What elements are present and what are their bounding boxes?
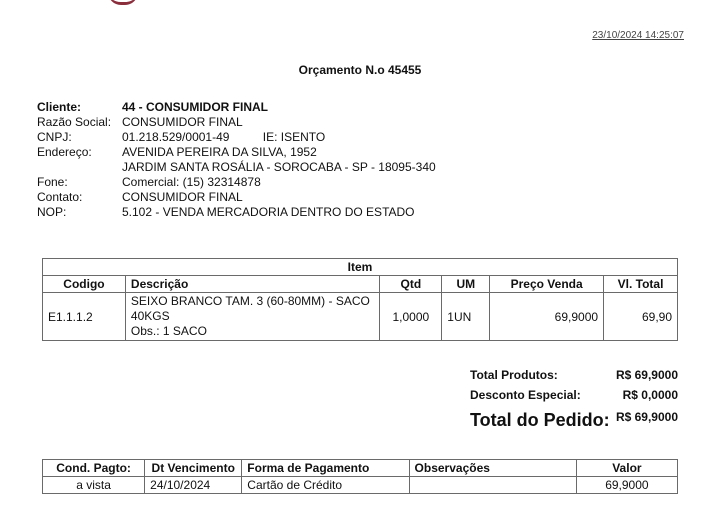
logo-fragment xyxy=(108,0,138,5)
contato-label: Contato: xyxy=(37,190,83,204)
cnpj-row xyxy=(37,130,436,145)
col-header-observacoes: Observações xyxy=(409,460,576,477)
table-row xyxy=(43,477,678,494)
print-timestamp: 23/10/2024 14:25:07 xyxy=(592,30,684,41)
client-row xyxy=(37,100,436,115)
col-header-preco-venda: Preço Venda xyxy=(490,276,604,293)
col-header-cond-pagto: Cond. Pagto: xyxy=(43,460,145,477)
ie-label: IE: xyxy=(262,130,278,144)
cnpj-cell xyxy=(122,130,436,145)
table-row xyxy=(43,293,678,341)
col-header-dt-vencimento: Dt Vencimento xyxy=(145,460,242,477)
page-title: Orçamento N.o 45455 xyxy=(298,63,422,77)
item-descricao xyxy=(125,293,379,341)
item-qtd: 1,0000 xyxy=(380,293,442,341)
total-produtos-value: R$ 69,9000 xyxy=(615,368,678,382)
nop-row xyxy=(37,205,436,220)
cliente-label: Cliente: xyxy=(37,100,82,114)
payment-cond: a vista xyxy=(43,477,145,494)
endereco-row-2 xyxy=(37,160,436,175)
contato-row xyxy=(37,190,436,205)
fone-value: Comercial: (15) 32314878 xyxy=(122,175,261,189)
cnpj-label: CNPJ: xyxy=(37,130,72,144)
item-vl-total: 69,90 xyxy=(604,293,678,341)
endereco-row xyxy=(37,145,436,160)
payment-vencimento: 24/10/2024 xyxy=(145,477,242,494)
cnpj-value: 01.218.529/0001-49 xyxy=(122,130,230,144)
items-caption-row xyxy=(43,259,678,276)
item-preco-venda: 69,9000 xyxy=(490,293,604,341)
payment-forma: Cartão de Crédito xyxy=(242,477,409,494)
endereco-label: Endereço: xyxy=(37,145,92,159)
razao-value: CONSUMIDOR FINAL xyxy=(122,115,243,129)
col-header-descricao: Descrição xyxy=(125,276,379,293)
client-info xyxy=(37,100,436,220)
item-desc-line1: SEIXO BRANCO TAM. 3 (60-80MM) - SACO xyxy=(130,294,370,308)
col-header-valor: Valor xyxy=(576,460,677,477)
col-header-codigo: Codigo xyxy=(43,276,126,293)
item-desc-line2: 40KGS xyxy=(130,309,170,323)
fone-label: Fone: xyxy=(37,175,68,189)
items-table xyxy=(42,258,678,341)
col-header-forma-pagamento: Forma de Pagamento xyxy=(242,460,409,477)
cliente-value: 44 - CONSUMIDOR FINAL xyxy=(122,100,269,114)
total-pedido-value: R$ 69,9000 xyxy=(615,410,678,424)
nop-label: NOP: xyxy=(37,205,67,219)
payment-obs xyxy=(409,477,576,494)
nop-value: 5.102 - VENDA MERCADORIA DENTRO DO ESTADO xyxy=(122,205,415,219)
col-header-um: UM xyxy=(442,276,490,293)
payment-valor: 69,9000 xyxy=(576,477,677,494)
contato-value: CONSUMIDOR FINAL xyxy=(122,190,243,204)
payment-header-row xyxy=(43,460,678,477)
col-header-vl-total: Vl. Total xyxy=(604,276,678,293)
fone-row xyxy=(37,175,436,190)
item-um: 1UN xyxy=(442,293,490,341)
col-header-qtd: Qtd xyxy=(380,276,442,293)
desconto-label: Desconto Especial: xyxy=(470,388,581,402)
endereco-line1: AVENIDA PEREIRA DA SILVA, 1952 xyxy=(122,145,317,159)
ie-value: ISENTO xyxy=(280,130,326,144)
payment-table xyxy=(42,459,678,494)
item-codigo: E1.1.1.2 xyxy=(43,293,126,341)
razao-label: Razão Social: xyxy=(37,115,112,129)
item-obs: Obs.: 1 SACO xyxy=(130,324,207,338)
total-produtos-label: Total Produtos: xyxy=(470,368,558,382)
endereco-line2: JARDIM SANTA ROSÁLIA - SOROCABA - SP - 18095-340 xyxy=(122,160,436,174)
items-caption: Item xyxy=(43,259,678,276)
desconto-value: R$ 0,0000 xyxy=(622,388,678,402)
total-pedido-label: Total do Pedido: xyxy=(470,410,610,430)
items-header-row xyxy=(43,276,678,293)
razao-row xyxy=(37,115,436,130)
